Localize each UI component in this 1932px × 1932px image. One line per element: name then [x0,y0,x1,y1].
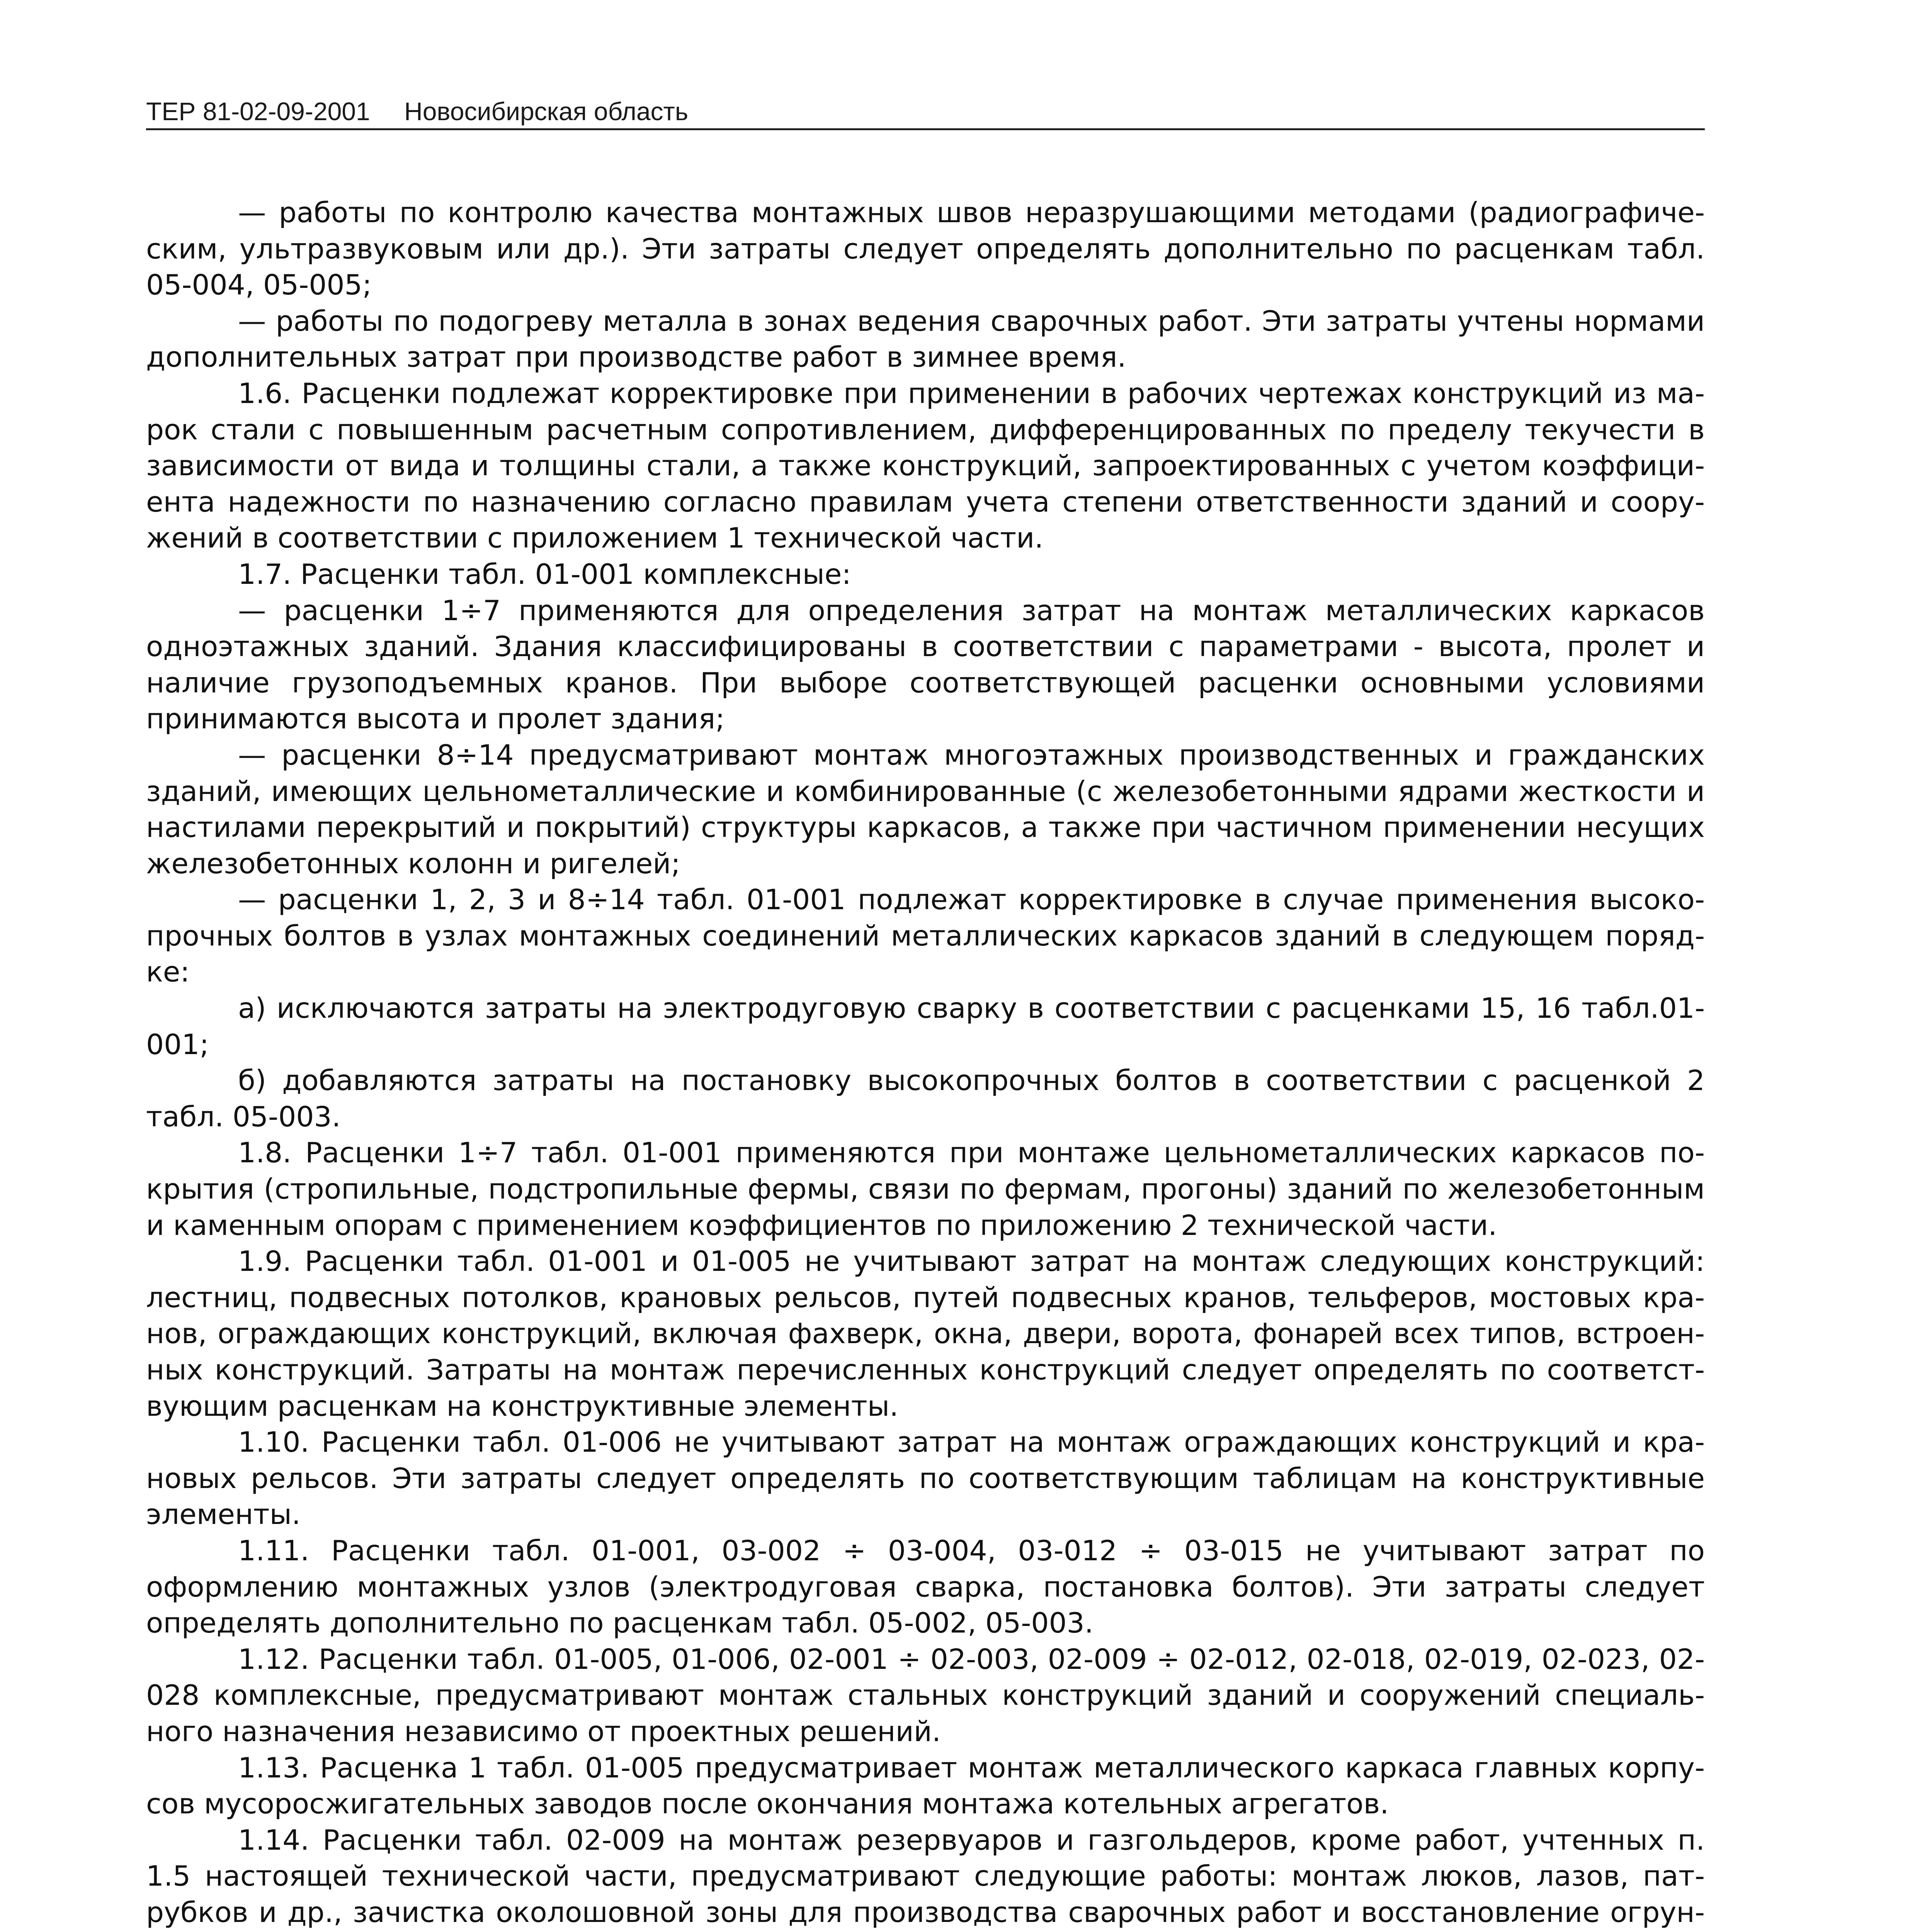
document-body [146,195,1705,1932]
paragraph: — работы по подогреву металла в зонах ведения сварочных работ. Эти затраты учтены нормами дополнительных затрат при производстве работ в зимнее время. [146,305,1705,374]
paragraph: — расценки 1, 2, 3 и 8÷14 табл. 01-001 подлежат корректировке в случае применения высокопрочных болтов в узлах монтажных соединений металлических каркасов зданий в следующем порядке: [146,884,1705,989]
paragraph: 1.10. Расценки табл. 01-006 не учитывают затрат на монтаж ограждающих конструкций и крановых рельсов. Эти затраты следует определять по соответствующим таблицам на конструктивные элементы. [146,1426,1705,1531]
paragraph: 1.14. Расценки табл. 02-009 на монтаж резервуаров и газгольдеров, кроме работ, учтенных п. 1.5 настоящей технической части, предусматривают следующие работы: монтаж люков, лазов, патрубков и др., зачистка околошовной зоны для производства сварочных работ и восстановление огрун [146,1824,1705,1929]
paragraph: 1.11. Расценки табл. 01-001, 03-002 ÷ 03-004, 03-012 ÷ 03-015 не учитывают затрат по оформлению монтажных узлов (электродуговая сварка, постановка болтов). Эти затраты следует определять дополнительно по расценкам табл. 05-002, 05-003. [146,1534,1705,1640]
paragraph: б) добавляются затраты на постановку высокопрочных болтов в соответствии с расценкой 2 табл. 05-003. [146,1065,1705,1133]
paragraph: 1.7. Расценки табл. 01-001 комплексные: [238,558,851,591]
paragraph: 1.8. Расценки 1÷7 табл. 01-001 применяются при монтаже цельнометаллических каркасов покрытия (стропильные, подстропильные фермы, связи по фермам, прогоны) зданий по железобетонным и каменным опорам с применением коэффициентов по приложению 2 технической части. [146,1137,1705,1242]
paragraph: — расценки 1÷7 применяются для определения затрат на монтаж металлических каркасов одноэтажных зданий. Здания классифицированы в соответствии с параметрами - высота, пролет и наличие грузоподъемных кранов. При выборе соответствующей расценки основными условиями принимаются высота и пролет здания; [146,594,1705,736]
document-code: ТЕР 81-02-09-2001 [146,97,370,126]
paragraph: 1.13. Расценка 1 табл. 01-005 предусматривает монтаж металлического каркаса главных корпусов мусоросжигательных заводов после окончания монтажа котельных агрегатов. [146,1752,1705,1821]
paragraph: а) исключаются затраты на электродуговую сварку в соответствии с расценками 15, 16 табл.01-001; [146,992,1705,1061]
paragraph: 1.6. Расценки подлежат корректировке при применении в рабочих чертежах конструкций из марок стали с повышенным расчетным сопротивлением, дифференцированных по пределу текучести в зависимости от вида и толщины стали, а также конструкций, запроектированных с учетом коэффициента надежности по назначению согласно правилам учета степени ответственности зданий и сооружений в соответствии с приложением 1 технической части. [146,377,1705,555]
paragraph: 1.9. Расценки табл. 01-001 и 01-005 не учитывают затрат на монтаж следующих конструкций: лестниц, подвесных потолков, крановых рельсов, путей подвесных кранов, тельферов, мостовых кранов, ограждающих конструкций, включая фахверк, окна, двери, ворота, фонарей всех типов, встроенных конструкций. Затраты на монтаж перечисленных конструкций следует определять по соответствующим расценкам на конструктивные элементы. [146,1245,1705,1423]
region-name: Новосибирская область [404,97,689,126]
paragraph: — работы по контролю качества монтажных швов неразрушающими методами (радиографическим, ультразвуковым или др.). Эти затраты следует определять дополнительно по расценкам табл. 05-004, 05-005; [146,197,1705,302]
paragraph: 1.12. Расценки табл. 01-005, 01-006, 02-001 ÷ 02-003, 02-009 ÷ 02-012, 02-018, 02-019, 02-023, 02-028 комплексные, предусматривают монтаж стальных конструкций зданий и сооружений специального назначения независимо от проектных решений. [146,1643,1705,1748]
page-header [146,94,1705,130]
paragraph: — расценки 8÷14 предусматривают монтаж многоэтажных производственных и гражданских зданий, имеющих цельнометаллические и комбинированные (с железобетонными ядрами жесткости и настилами перекрытий и покрытий) структуры каркасов, а также при частичном применении несущих железобетонных колонн и ригелей; [146,739,1705,880]
